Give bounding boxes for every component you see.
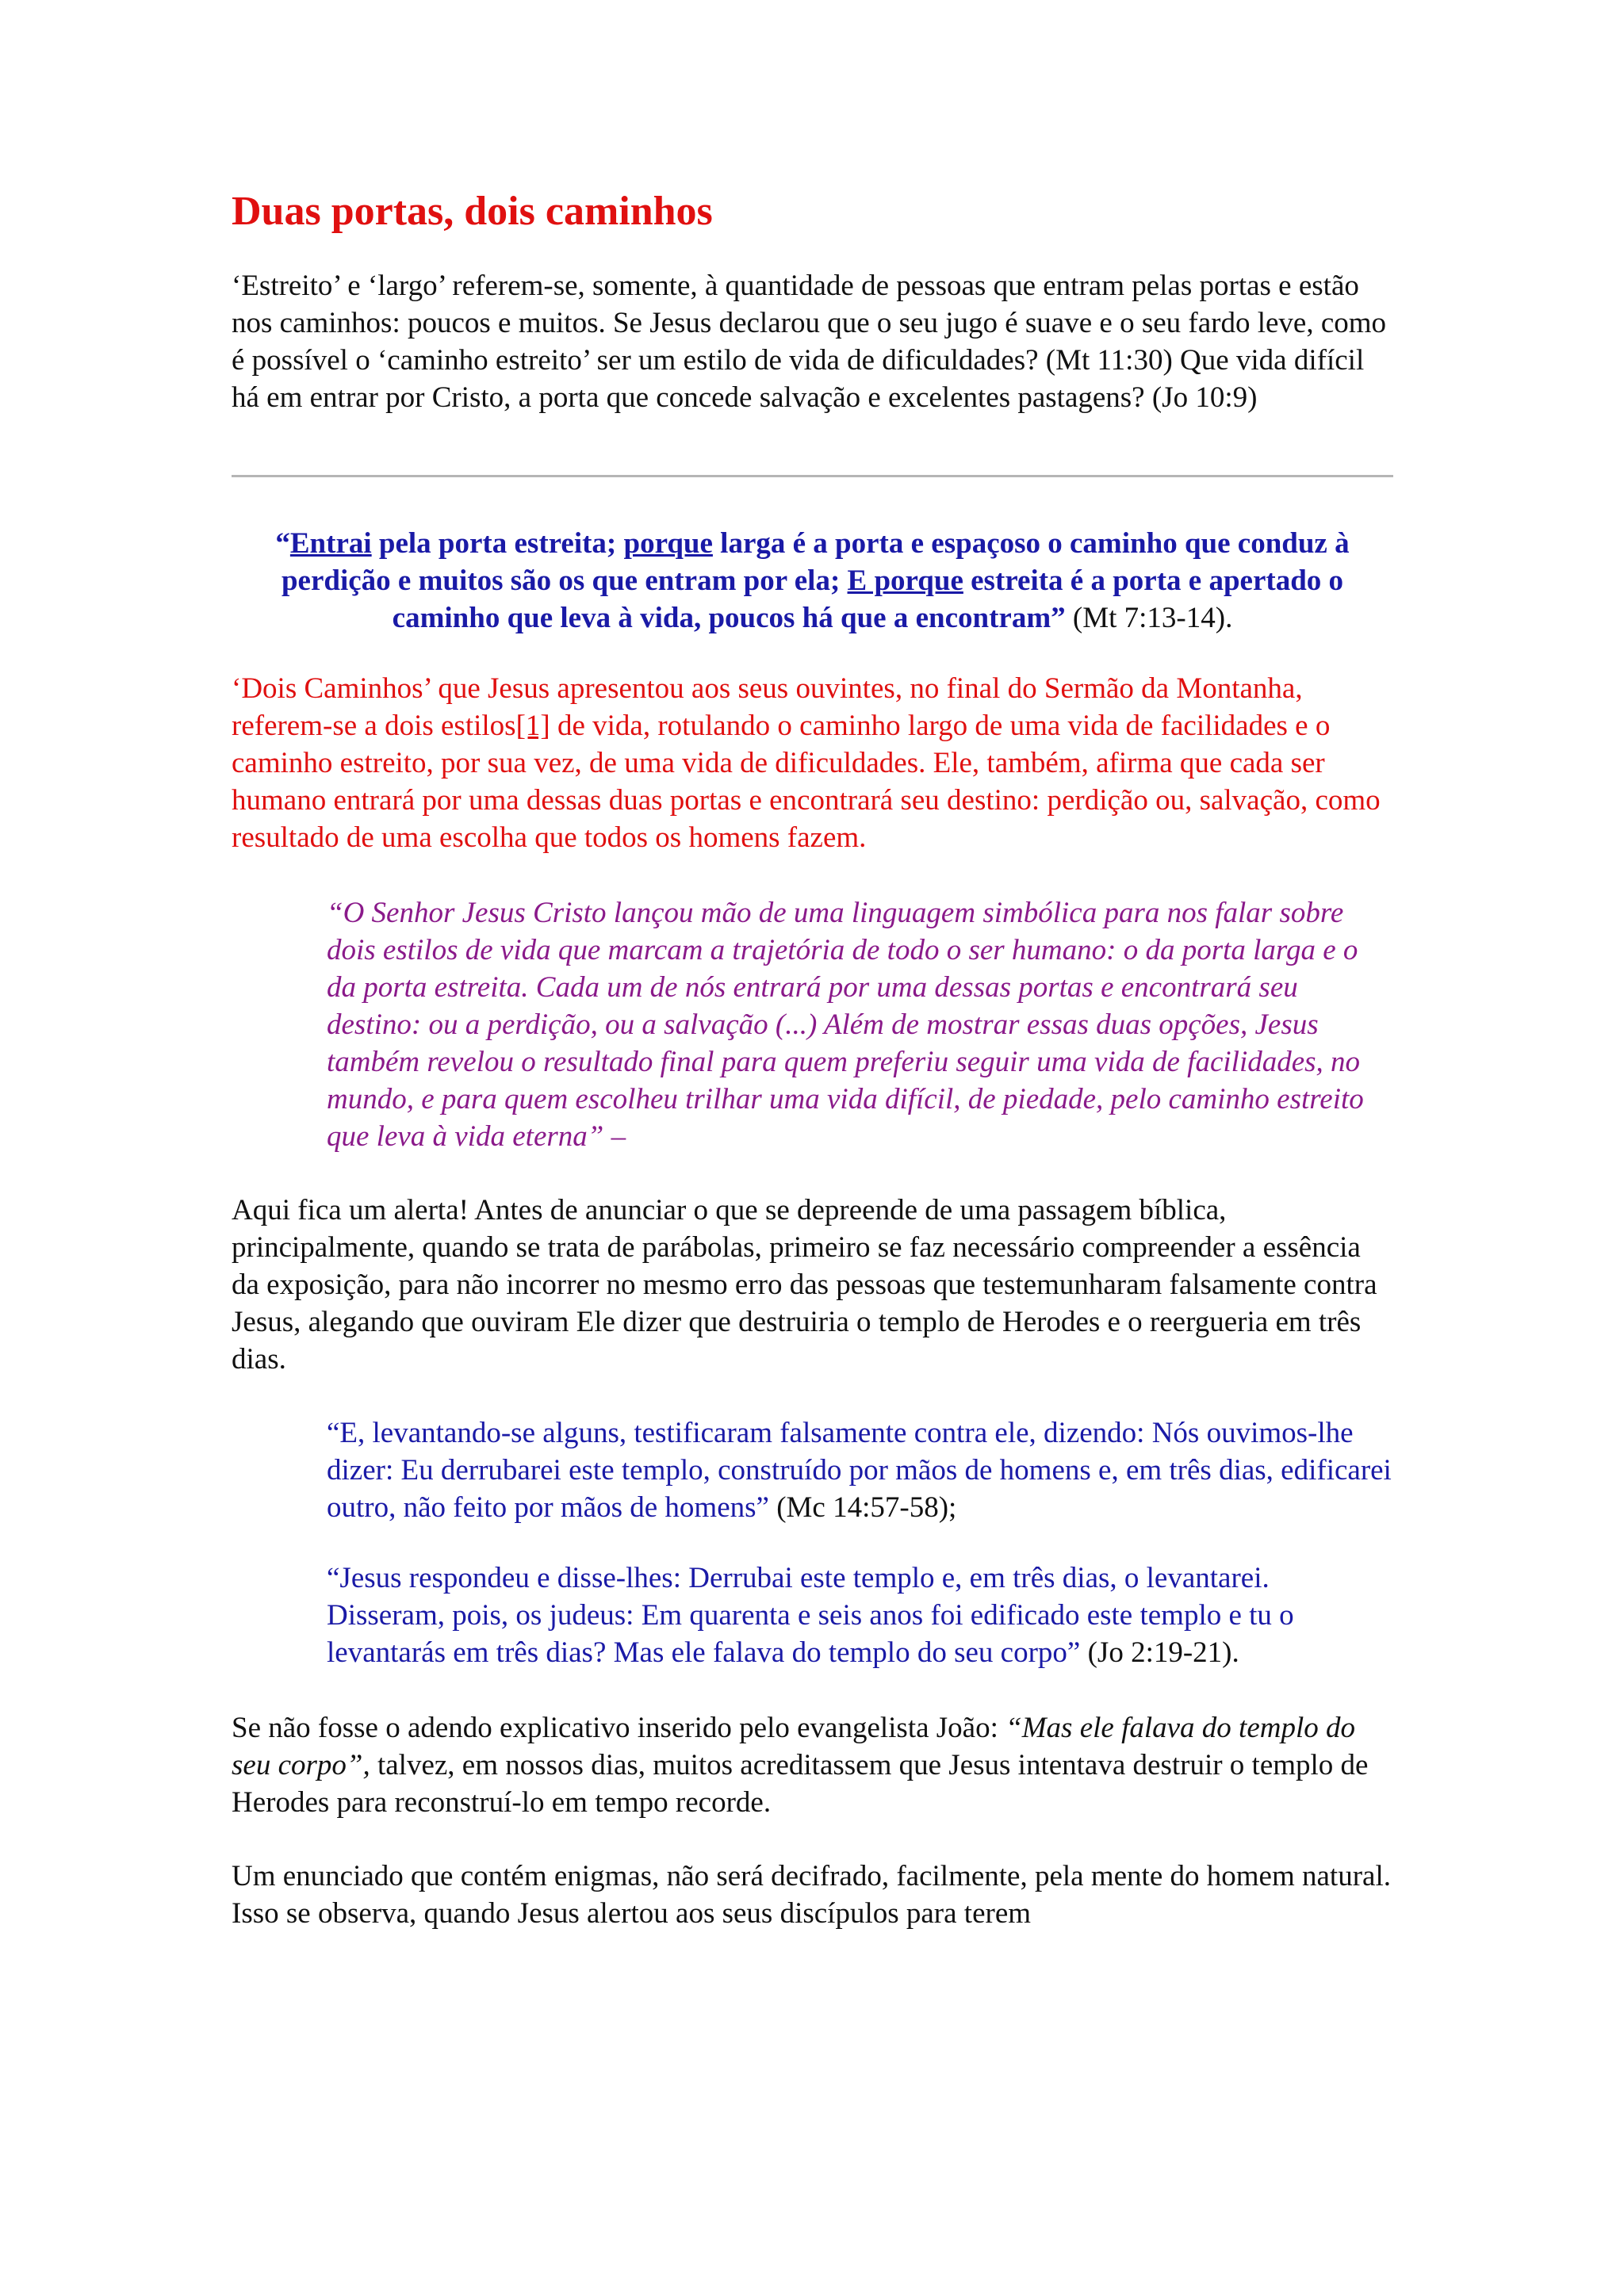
- footnote-link[interactable]: [1]: [515, 710, 550, 743]
- cited-quote: “O Senhor Jesus Cristo lançou mão de uma linguagem simbólica para nos falar sobre dois estilos de vida que marcam a trajetória de todo o ser humano: o da porta larga e o da porta estreita. Cada um de nós entrará por uma dessas portas e encontrará seu destino: ou a perdição, ou a salvação (...) Além de mostrar essas duas opções, Jesus também revelou o resultado final para quem preferiu seguir uma vida de facilidades, no mundo, e para quem escolheu trilhar uma vida difícil, de piedade, pelo caminho estreito que leva à vida eterna” –: [327, 897, 1364, 1154]
- document-page: [232, 189, 1393, 1969]
- quote-link-entrai[interactable]: Entrai: [289, 527, 372, 561]
- quote-reference: (Mt 7:13-14).: [1065, 602, 1233, 635]
- quote-link-porque[interactable]: porque: [623, 527, 713, 561]
- quote-open: “: [275, 527, 290, 561]
- red-text-before: ‘Dois Caminhos’ que Jesus apresentou aos seus ouvintes, no final do Sermão da Montanha, referem-se a dois estilos: [232, 672, 1303, 743]
- mark-quote-text: “E, levantando-se alguns, testificaram falsamente contra ele, dizendo: Nós ouvimos-lhe dizer: Eu derrubarei este templo, construído por mãos de homens e, em três dias, edificarei outro, não feito por mãos de homens”: [327, 1417, 1392, 1525]
- quote-text-1: pela porta estreita;: [371, 527, 624, 561]
- quote-text-2: larga é a porta e espaçoso o caminho que conduz à perdição e muitos são os que entram por ela;: [281, 527, 1350, 598]
- john-text-after: talvez, em nossos dias, muitos acreditassem que Jesus intentava destruir o templo de Herodes para reconstruí-lo em tempo recorde.: [232, 1749, 1369, 1820]
- john-italic-quote: “Mas ele falava do templo do seu corpo”,: [232, 1712, 1355, 1782]
- quote-text-3: estreita é a porta e apertado o caminho que leva à vida, poucos há que a encontram”: [392, 564, 1344, 635]
- john-explanation-paragraph: [232, 1709, 1393, 1821]
- horizontal-divider: [232, 475, 1393, 477]
- page-title: Duas portas, dois caminhos: [232, 189, 713, 234]
- intro-paragraph: ‘Estreito’ e ‘largo’ referem-se, somente, à quantidade de pessoas que entram pelas portas e estão nos caminhos: poucos e muitos. Se Jesus declarou que o seu jugo é suave e o seu fardo leve, como é possível o ‘caminho estreito’ ser um estilo de vida de dificuldades? (Mt 11:30) Que vida difícil há em entrar por Cristo, a porta que concede salvação e excelentes pastagens? (Jo 10:9): [232, 270, 1387, 415]
- quote-link-e-porque[interactable]: E porque: [847, 564, 963, 598]
- final-paragraph: Um enunciado que contém enigmas, não será decifrado, facilmente, pela mente do homem natural. Isso se observa, quando Jesus alertou aos seus discípulos para terem: [232, 1860, 1391, 1931]
- john-text-before: Se não fosse o adendo explicativo inserido pelo evangelista João:: [232, 1712, 1006, 1745]
- two-paths-paragraph: [232, 670, 1393, 856]
- john-quote-text: “Jesus respondeu e disse-lhes: Derrubai este templo e, em três dias, o levantarei. Disseram, pois, os judeus: Em quarenta e seis anos foi edificado este templo e tu o levantarás em três dias? Mas ele falava do templo do seu corpo”: [327, 1562, 1294, 1670]
- alert-paragraph: Aqui fica um alerta! Antes de anunciar o que se depreende de uma passagem bíblica, principalmente, quando se trata de parábolas, primeiro se faz necessário compreender a essência da exposição, para não incorrer no mesmo erro das pessoas que testemunharam falsamente contra Jesus, alegando que ouviram Ele dizer que destruiria o templo de Herodes e o reergueria em três dias.: [232, 1194, 1377, 1376]
- mark-quote-reference: (Mc 14:57-58);: [768, 1491, 957, 1525]
- john-quote-reference: (Jo 2:19-21).: [1080, 1636, 1239, 1670]
- main-bible-quote: [232, 525, 1393, 637]
- john-quote: [327, 1559, 1393, 1671]
- red-text-after: de vida, rotulando o caminho largo de uma vida de facilidades e o caminho estreito, por sua vez, de uma vida de dificuldades. Ele, também, afirma que cada ser humano entrará por uma dessas duas portas e encontrará seu destino: perdição ou, salvação, como resultado de uma escolha que todos os homens fazem.: [232, 710, 1381, 855]
- mark-quote: [327, 1414, 1393, 1526]
